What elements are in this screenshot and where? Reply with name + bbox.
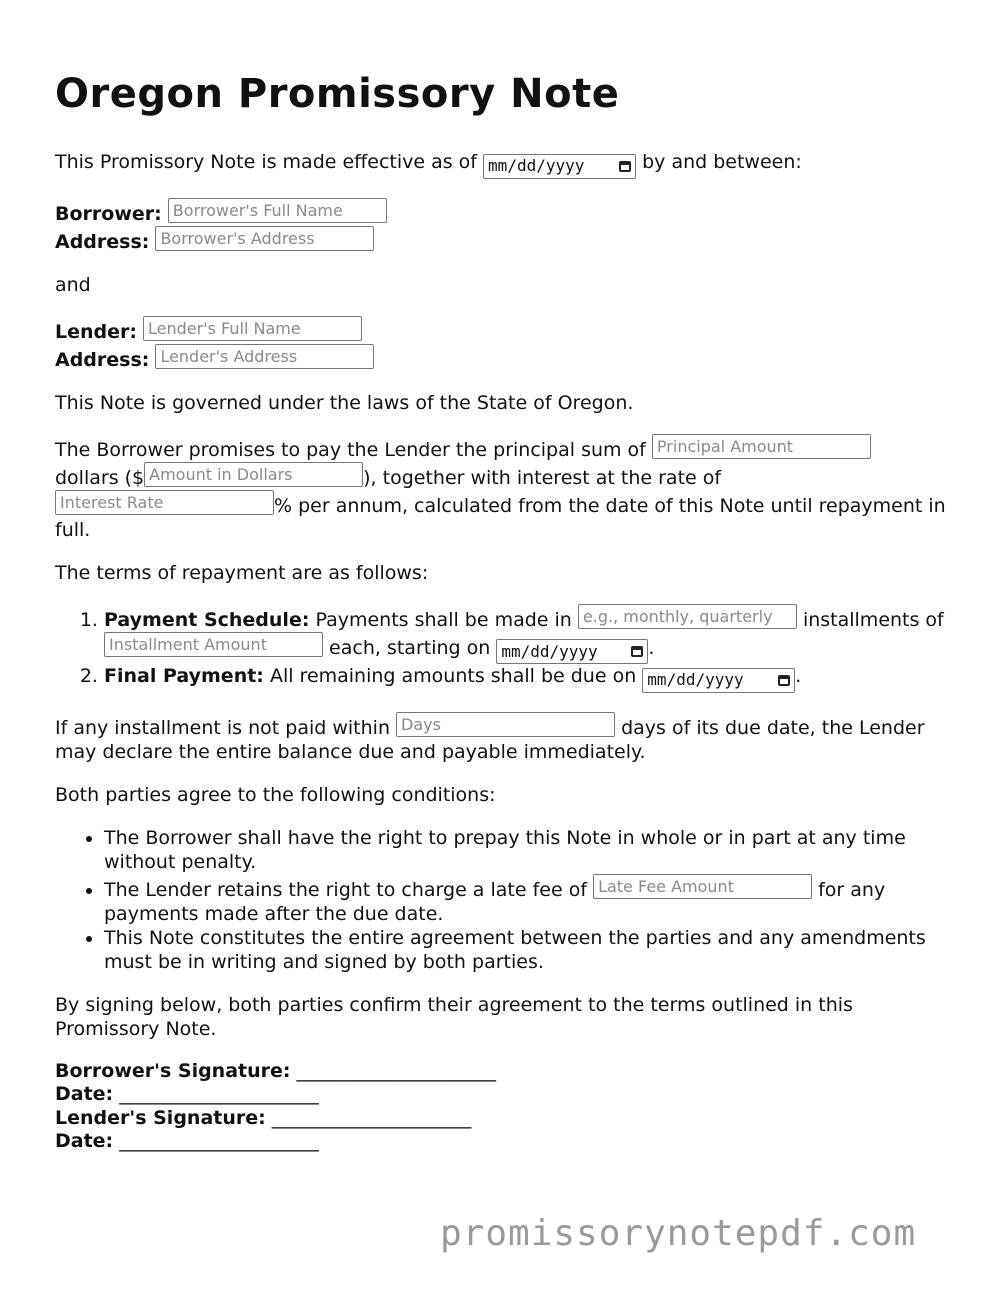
conditions-intro: Both parties agree to the following conditions: xyxy=(55,783,496,806)
start-date-input[interactable] xyxy=(496,639,648,664)
schedule-label: Payment Schedule: xyxy=(104,608,310,631)
starting-text: each, starting on xyxy=(329,636,491,659)
late-fee-text-after: for any payments made after the due date. xyxy=(104,878,886,925)
interest-rate-input[interactable]: Interest Rate xyxy=(55,490,274,515)
terms-list xyxy=(55,604,947,693)
page-title: Oregon Promissory Note xyxy=(55,71,620,117)
late-fee-text: The Lender retains the right to charge a late fee of xyxy=(104,878,588,901)
default-paragraph xyxy=(55,712,947,764)
list-item: • The Borrower shall have the right to prepay this Note in whole or in part at any time without penalty. xyxy=(104,826,947,874)
intro-text: This Promissory Note is made effective as of xyxy=(55,151,477,173)
lender-signature-label: Lender's Signature: xyxy=(55,1106,266,1129)
terms-intro: The terms of repayment are as follows: xyxy=(55,561,429,584)
closing-paragraph: By signing below, both parties confirm their agreement to the terms outlined in this Promissory Note. xyxy=(55,993,853,1040)
schedule-frequency-input[interactable]: e.g., monthly, quarterly xyxy=(578,604,797,629)
borrower-signature-line: _____________________ xyxy=(296,1059,497,1082)
default-text: If any installment is not paid within xyxy=(55,716,390,739)
lender-date-line: _____________________ xyxy=(119,1130,319,1152)
document xyxy=(55,66,947,1154)
final-payment-text: All remaining amounts shall be due on xyxy=(269,665,637,687)
lender-block xyxy=(55,316,947,372)
list-item: • This Note constitutes the entire agreement between the parties and any amendments must be in writing and signed by both parties. xyxy=(104,926,947,974)
amount-dollars-input[interactable]: Amount in Dollars xyxy=(144,462,363,487)
borrower-name-input[interactable]: Borrower's Full Name xyxy=(168,198,387,223)
dollars-text: dollars ($ xyxy=(55,466,145,489)
final-payment-label: Final Payment: xyxy=(104,665,264,687)
schedule-text: Payments shall be made in xyxy=(315,608,572,631)
date-placeholder: mm/dd/yyyy xyxy=(488,156,585,175)
lender-date-label: Date: xyxy=(55,1130,114,1152)
borrower-date-line: _____________________ xyxy=(119,1083,319,1105)
governing-law: This Note is governed under the laws of the State of Oregon. xyxy=(55,391,634,414)
borrower-block xyxy=(55,198,947,254)
calendar-icon[interactable] xyxy=(778,675,790,686)
conditions-list xyxy=(55,826,947,974)
borrower-address-label: Address: xyxy=(55,230,150,253)
principal-amount-input[interactable]: Principal Amount xyxy=(652,434,871,459)
lender-label: Lender: xyxy=(55,320,137,343)
days-input[interactable]: Days xyxy=(396,712,615,737)
and-text: and xyxy=(55,273,91,296)
lender-address-label: Address: xyxy=(55,348,150,371)
per-annum-text: % per annum, calculated from the date of this Note until repayment in full. xyxy=(55,494,946,541)
date-placeholder: mm/dd/yyyy xyxy=(647,670,744,689)
list-item: 2. Final Payment: All remaining amounts shall be due on mm/dd/yyyy . xyxy=(104,664,947,693)
late-fee-input[interactable]: Late Fee Amount xyxy=(593,874,812,899)
watermark: promissorynotepdf.com xyxy=(440,1213,917,1254)
borrower-signature-label: Borrower's Signature: xyxy=(55,1059,291,1082)
intro-paragraph xyxy=(55,150,947,179)
borrower-address-input[interactable]: Borrower's Address xyxy=(155,226,374,251)
lender-signature-line: _____________________ xyxy=(271,1106,472,1129)
principal-paragraph xyxy=(55,434,947,542)
list-item: 1. Payment Schedule: Payments shall be made in e.g., monthly, quarterly installments of Installment Amount each, starting on mm/dd/yyyy . xyxy=(104,604,947,665)
principal-text: The Borrower promises to pay the Lender the principal sum of xyxy=(55,438,646,461)
borrower-label: Borrower: xyxy=(55,202,162,225)
default-text-after: days of its due date, the Lender may declare the entire balance due and payable immediately. xyxy=(55,716,925,763)
calendar-icon[interactable] xyxy=(631,646,643,657)
lender-name-input[interactable]: Lender's Full Name xyxy=(143,316,362,341)
interest-text: ), together with interest at the rate of xyxy=(363,466,722,489)
signature-block xyxy=(55,1060,947,1154)
effective-date-input[interactable] xyxy=(483,154,636,179)
calendar-icon[interactable] xyxy=(619,161,631,172)
borrower-date-label: Date: xyxy=(55,1083,114,1105)
final-date-input[interactable] xyxy=(642,668,795,693)
intro-text-after: by and between: xyxy=(642,151,802,173)
list-item xyxy=(104,874,947,926)
lender-address-input[interactable]: Lender's Address xyxy=(155,344,374,369)
installment-amount-input[interactable]: Installment Amount xyxy=(104,632,323,657)
date-placeholder: mm/dd/yyyy xyxy=(501,641,598,661)
installments-text: installments of xyxy=(802,608,944,631)
